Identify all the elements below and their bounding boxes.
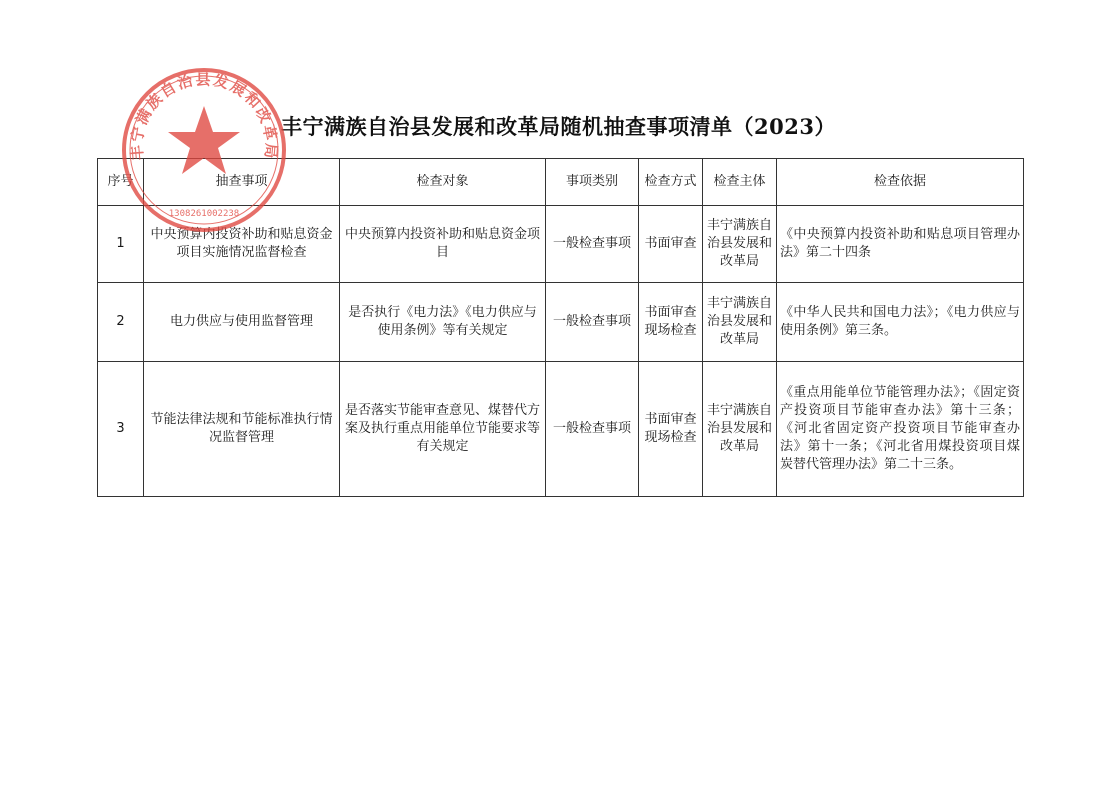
cell-method: 书面审查 <box>639 206 703 283</box>
cell-no: 2 <box>98 283 144 362</box>
cell-item: 电力供应与使用监督管理 <box>144 283 340 362</box>
header-basis: 检查依据 <box>777 159 1024 206</box>
cell-subject: 丰宁满族自治县发展和改革局 <box>703 283 777 362</box>
table-header-row <box>98 159 1024 206</box>
header-category: 事项类别 <box>546 159 639 206</box>
cell-method: 书面审查现场检查 <box>639 362 703 497</box>
inspection-table <box>97 158 1024 497</box>
header-subject: 检查主体 <box>703 159 777 206</box>
page-title: 丰宁满族自治县发展和改革局随机抽查事项清单（2023） <box>281 114 836 139</box>
cell-method: 书面审查现场检查 <box>639 283 703 362</box>
seal-text: 丰宁满族自治县发展和改革局 <box>127 70 281 161</box>
cell-no: 3 <box>98 362 144 497</box>
cell-item: 中央预算内投资补助和贴息资金项目实施情况监督检查 <box>144 206 340 283</box>
header-no: 序号 <box>98 159 144 206</box>
header-method: 检查方式 <box>639 159 703 206</box>
cell-subject: 丰宁满族自治县发展和改革局 <box>703 206 777 283</box>
header-item: 抽查事项 <box>144 159 340 206</box>
table-row <box>98 206 1024 283</box>
cell-basis: 《重点用能单位节能管理办法》；《固定资产投资项目节能审查办法》第十三条；《河北省固定资产投资项目节能审查办法》第十一条；《河北省用煤投资项目煤炭替代管理办法》第二十三条。 <box>777 362 1024 497</box>
cell-basis: 《中央预算内投资补助和贴息项目管理办法》第二十四条 <box>777 206 1024 283</box>
cell-subject: 丰宁满族自治县发展和改革局 <box>703 362 777 497</box>
cell-no: 1 <box>98 206 144 283</box>
cell-category: 一般检查事项 <box>546 206 639 283</box>
cell-item: 节能法律法规和节能标准执行情况监督管理 <box>144 362 340 497</box>
header-object: 检查对象 <box>340 159 546 206</box>
cell-basis: 《中华人民共和国电力法》；《电力供应与使用条例》第三条。 <box>777 283 1024 362</box>
table-row <box>98 283 1024 362</box>
cell-object: 是否落实节能审查意见、煤替代方案及执行重点用能单位节能要求等有关规定 <box>340 362 546 497</box>
seal-number: 1308261002238 <box>168 209 240 219</box>
cell-object: 中央预算内投资补助和贴息资金项目 <box>340 206 546 283</box>
cell-object: 是否执行《电力法》《电力供应与使用条例》等有关规定 <box>340 283 546 362</box>
cell-category: 一般检查事项 <box>546 283 639 362</box>
cell-category: 一般检查事项 <box>546 362 639 497</box>
table-row <box>98 362 1024 497</box>
